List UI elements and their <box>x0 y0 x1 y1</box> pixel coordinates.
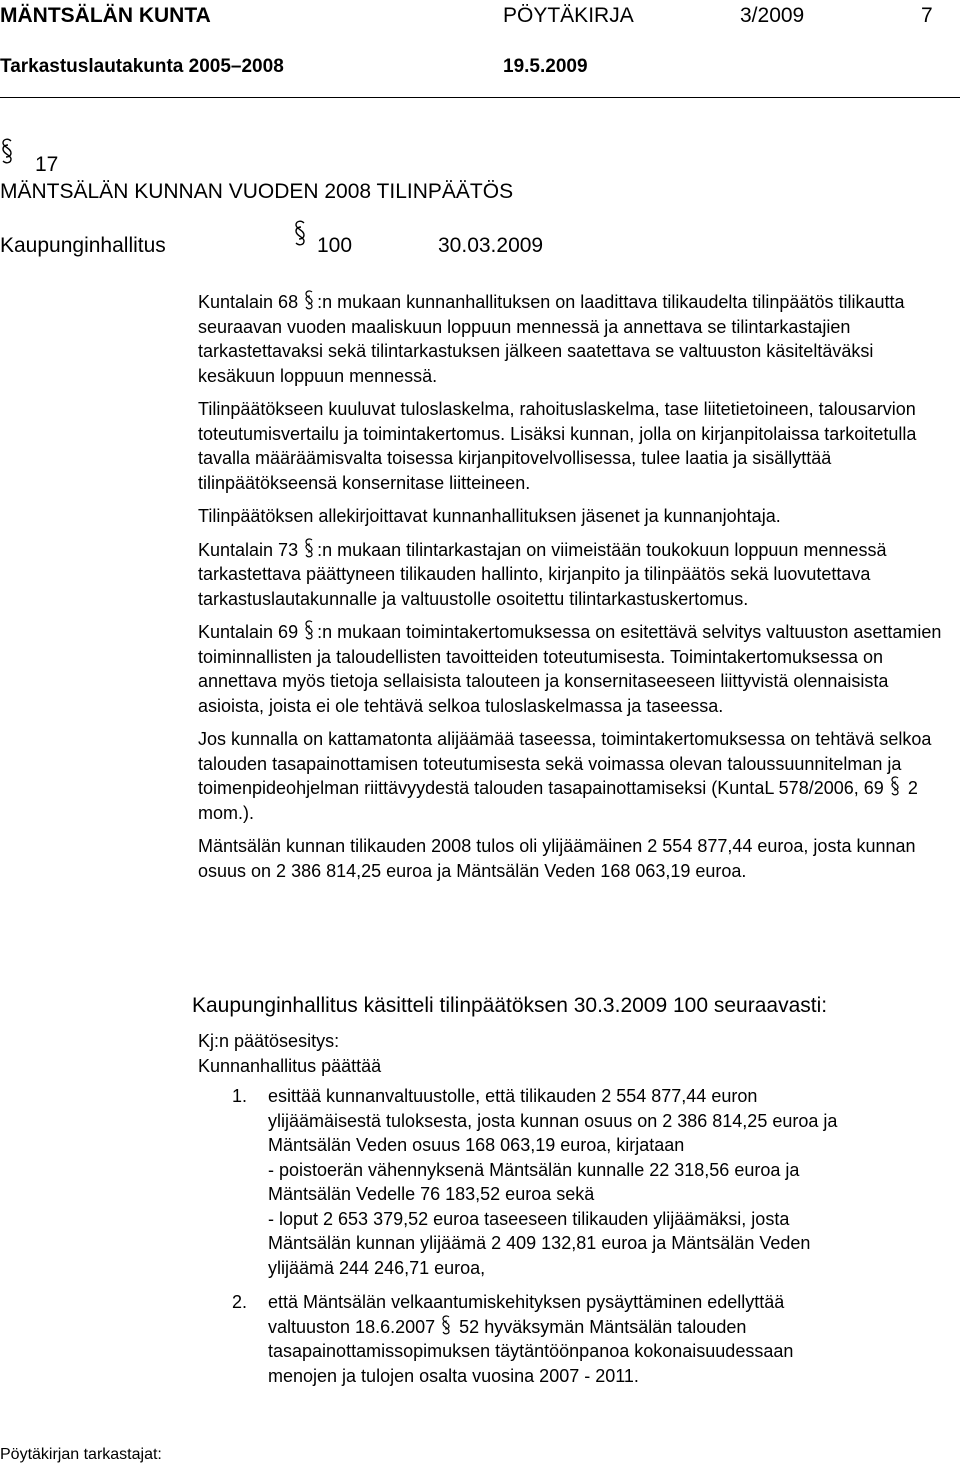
list-line: että Mäntsälän velkaantumiskehityksen pysäyttäminen edellyttää <box>268 1292 785 1312</box>
list-line: menojen ja tulojen osalta vuosina 2007 - 2011. <box>268 1365 639 1386</box>
decision-heading: Kaupunginhallitus käsitteli tilinpäätöksen 30.3.2009 100 seuraavasti: <box>192 994 828 1017</box>
section-symbol-icon <box>0 138 14 170</box>
decision-list <box>232 1084 942 1398</box>
list-item <box>232 1290 942 1388</box>
list-line: tasapainottamissopimuksen täytäntöönpanoa kokonaisuudessaan <box>268 1341 794 1361</box>
paragraph: Tilinpäätöksen allekirjoittavat kunnanhallituksen jäsenet ja kunnanjohtaja. <box>198 506 781 526</box>
proposal-block <box>198 1029 381 1078</box>
section-symbol-icon <box>440 1315 454 1335</box>
board-decides: Kunnanhallitus päättää <box>198 1055 382 1076</box>
handled-by: Kaupunginhallitus <box>0 234 166 257</box>
list-line: ylijäämä 244 246,71 euroa, <box>268 1257 486 1278</box>
list-line: - loput 2 653 379,52 euroa taseeseen tilikauden ylijäämäksi, josta <box>268 1208 790 1229</box>
paragraph: Kuntalain 68 :n mukaan kunnanhallituksen on laadittava tilikaudelta tilinpäätös tilikautta seuraavan vuoden maaliskuun loppuun mennessä ja annettava se tilintarkastajien tarkastettavaksi sekä tilintarkastuksen jälkeen saatettava se valtuuston käsiteltäväksi kesäkuun loppuun mennessä. <box>198 292 905 386</box>
list-line: ylijäämäisestä tuloksesta, josta kunnan osuus on 2 386 814,25 euroa ja <box>268 1110 838 1131</box>
list-line: valtuuston 18.6.2007 52 hyväksymän Mäntsälän talouden <box>268 1316 747 1337</box>
paragraph: Mäntsälän kunnan tilikauden 2008 tulos oli ylijäämäinen 2 554 877,44 euroa, josta kunnan osuus on 2 386 814,25 euroa ja Mäntsälän Veden 168 063,19 euroa. <box>198 836 916 881</box>
list-number: 2. <box>232 1292 248 1312</box>
meeting-date: 19.5.2009 <box>503 56 588 77</box>
list-line: esittää kunnanvaltuustolle, että tilikauden 2 554 877,44 euron <box>268 1086 758 1106</box>
footer-reviewers-label: Pöytäkirjan tarkastajat: <box>0 1446 162 1463</box>
section-symbol-icon <box>303 620 317 640</box>
org-name: MÄNTSÄLÄN KUNTA <box>0 4 211 27</box>
paragraph: Jos kunnalla on kattamatonta alijäämää taseessa, toimintakertomuksessa on tehtävä selkoa talouden tasapainottamisen toteutumisesta sekä voimassa olevan taloussuunnitelman ja toimenpideohjelman riittävyydestä talouden tasapainottamiseksi (KuntaL 578/2006, 69 2 mom.). <box>198 729 932 823</box>
doc-number: 3/2009 <box>740 4 805 27</box>
proposal-label: Kj:n päätösesitys: <box>198 1031 340 1051</box>
reference-number: 100 <box>317 234 353 257</box>
section-number: 17 <box>35 153 59 176</box>
section-title: MÄNTSÄLÄN KUNNAN VUODEN 2008 TILINPÄÄTÖS <box>0 180 514 203</box>
body-text <box>198 290 948 892</box>
doc-type: PÖYTÄKIRJA <box>503 4 634 27</box>
list-line: Mäntsälän Veden osuus 168 063,19 euroa, kirjataan <box>268 1135 685 1155</box>
section-symbol-icon <box>303 290 317 310</box>
section-symbol-icon <box>889 776 903 796</box>
reference-date: 30.03.2009 <box>438 234 544 257</box>
header-divider <box>0 97 960 98</box>
paragraph: Kuntalain 69 :n mukaan toimintakertomuksessa on esitettävä selvitys valtuuston asettamien toiminnallisten ja taloudellisten tavoitteiden toteutumisesta. Toimintakertomuksessa on annettava myös tietoja sellaisista talouteen ja konsernitaseeseen liittyvistä olennaisista asioista, joista ei ole tehtävä selkoa tuloslaskelmassa ja taseessa. <box>198 622 942 716</box>
section-symbol-icon <box>303 538 317 558</box>
committee-name: Tarkastuslautakunta 2005–2008 <box>0 56 284 77</box>
page-number: 7 <box>921 4 933 27</box>
list-line: Mäntsälän kunnan ylijäämä 2 409 132,81 euroa ja Mäntsälän Veden <box>268 1233 811 1253</box>
section-symbol-icon <box>293 220 307 252</box>
paragraph: Tilinpäätökseen kuuluvat tuloslaskelma, rahoituslaskelma, tase liitetietoineen, talousarvion toteutumisvertailu ja toimintakertomus. Lisäksi kunnan, jolla on kirjanpitolaissa tarkoitetulla tavalla määräämisvalta toisessa kirjanpitovelvollisessa, tulee laatia ja sisällyttää tilinpäätökseensä konsernitase liitteineen. <box>198 399 917 493</box>
list-item <box>232 1084 942 1280</box>
paragraph: Kuntalain 73 :n mukaan tilintarkastajan on viimeistään toukokuun loppuun mennessä tarkastettava päättyneen tilikauden hallinto, kirjanpito ja tilinpäätös sekä luovutettava tarkastuslautakunnalle ja valtuustolle osoitettu tilintarkastuskertomus. <box>198 539 887 609</box>
list-number: 1. <box>232 1086 248 1106</box>
list-line: Mäntsälän Vedelle 76 183,52 euroa sekä <box>268 1184 595 1204</box>
list-line: - poistoerän vähennyksenä Mäntsälän kunnalle 22 318,56 euroa ja <box>268 1159 800 1180</box>
